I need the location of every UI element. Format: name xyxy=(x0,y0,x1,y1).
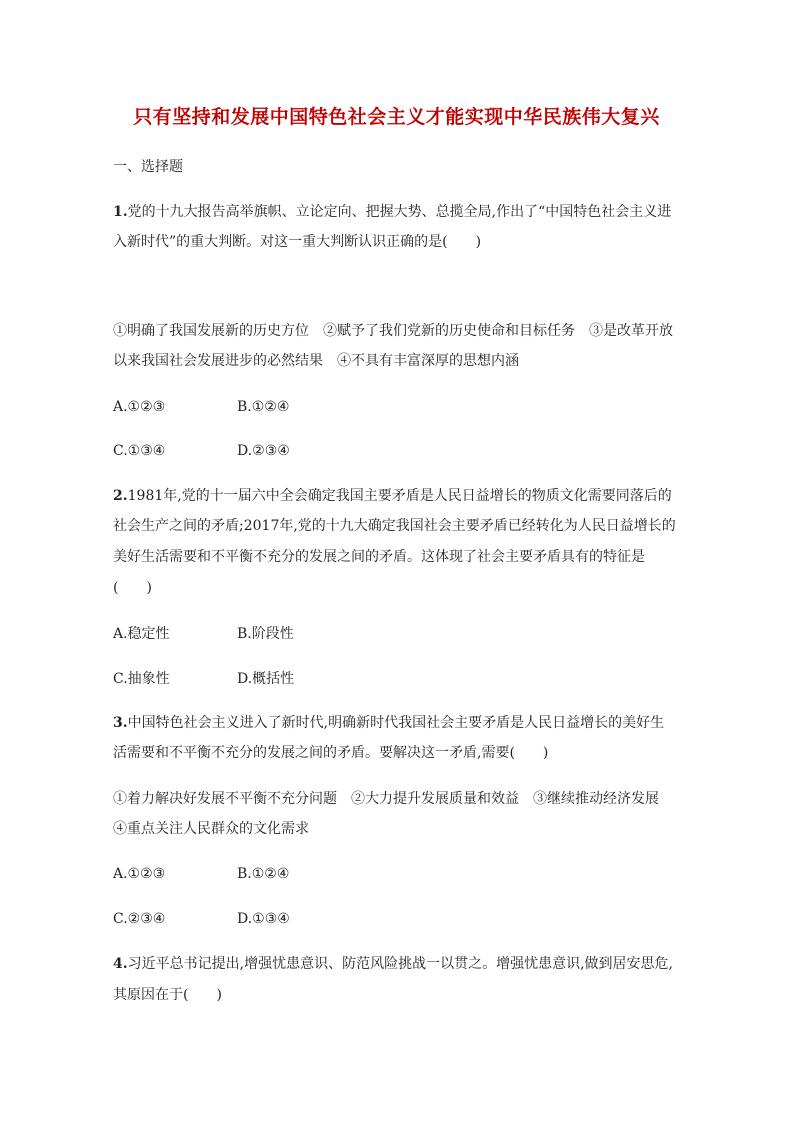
q3-items-line-1: ①着力解决好发展不平衡不充分问题 ②大力提升发展质量和效益 ③继续推动经济发展 xyxy=(113,791,659,807)
q3-stem-line-1 xyxy=(113,713,664,733)
q3-option-c: C.②③④ xyxy=(113,911,166,927)
q3-stem-text-1: 中国特色社会主义进入了新时代,明确新时代我国社会主要矛盾是人民日益增长的美好生 xyxy=(127,715,665,731)
q3-option-d: D.①③④ xyxy=(237,911,290,927)
q3-items-line-2: ④重点关注人民群众的文化需求 xyxy=(113,821,309,837)
q4-number: 4. xyxy=(113,956,128,972)
q1-stem-text-1: 党的十九大报告高举旗帜、立论定向、把握大势、总揽全局,作出了“中国特色社会主义进 xyxy=(127,204,672,220)
q1-option-b: B.①②④ xyxy=(237,399,290,415)
q1-option-a: A.①②③ xyxy=(113,399,166,415)
q2-option-d: D.概括性 xyxy=(237,671,295,687)
q1-stem-line-2: 入新时代”的重大判断。对这一重大判断认识正确的是( ) xyxy=(113,234,482,250)
q3-option-b: B.①②④ xyxy=(237,866,290,882)
q3-stem-line-2: 活需要和不平衡不充分的发展之间的矛盾。要解决这一矛盾,需要( ) xyxy=(113,745,549,761)
q2-option-c: C.抽象性 xyxy=(113,671,170,687)
q1-option-c: C.①③④ xyxy=(113,443,166,459)
q1-items-line-2: 以来我国社会发展进步的必然结果 ④不具有丰富深厚的思想内涵 xyxy=(113,353,519,369)
q2-option-a: A.稳定性 xyxy=(113,626,170,642)
q4-stem-line-2: 其原因在于( ) xyxy=(113,987,222,1003)
q2-stem-line-1 xyxy=(113,486,672,506)
q2-stem-text-1: 1981年,党的十一届六中全会确定我国主要矛盾是人民日益增长的物质文化需要同落后的 xyxy=(127,488,672,504)
q3-option-a: A.①②③ xyxy=(113,866,166,882)
document-title: 只有坚持和发展中国特色社会主义才能实现中华民族伟大复兴 xyxy=(133,106,660,128)
q1-items-line-1: ①明确了我国发展新的历史方位 ②赋予了我们党新的历史使命和目标任务 ③是改革开放 xyxy=(113,323,673,339)
q2-number: 2. xyxy=(113,488,128,504)
q1-number: 1. xyxy=(113,204,128,220)
q4-stem-text-1: 习近平总书记提出,增强忧患意识、防范风险挑战一以贯之。增强忧患意识,做到居安思危, xyxy=(127,956,673,972)
q2-option-b: B.阶段性 xyxy=(237,626,294,642)
q1-option-d: D.②③④ xyxy=(237,443,290,459)
q1-stem-line-1 xyxy=(113,202,671,222)
q4-stem-line-1 xyxy=(113,954,673,974)
q2-stem-line-3: 美好生活需要和不平衡不充分的发展之间的矛盾。这体现了社会主要矛盾具有的特征是 xyxy=(113,549,645,565)
q3-number: 3. xyxy=(113,715,128,731)
q2-stem-line-2: 社会生产之间的矛盾;2017年,党的十九大确定我国社会主要矛盾已经转化为人民日益增长的 xyxy=(113,518,676,534)
q2-stem-line-4: ( ) xyxy=(113,580,152,596)
section-heading: 一、选择题 xyxy=(113,159,183,175)
